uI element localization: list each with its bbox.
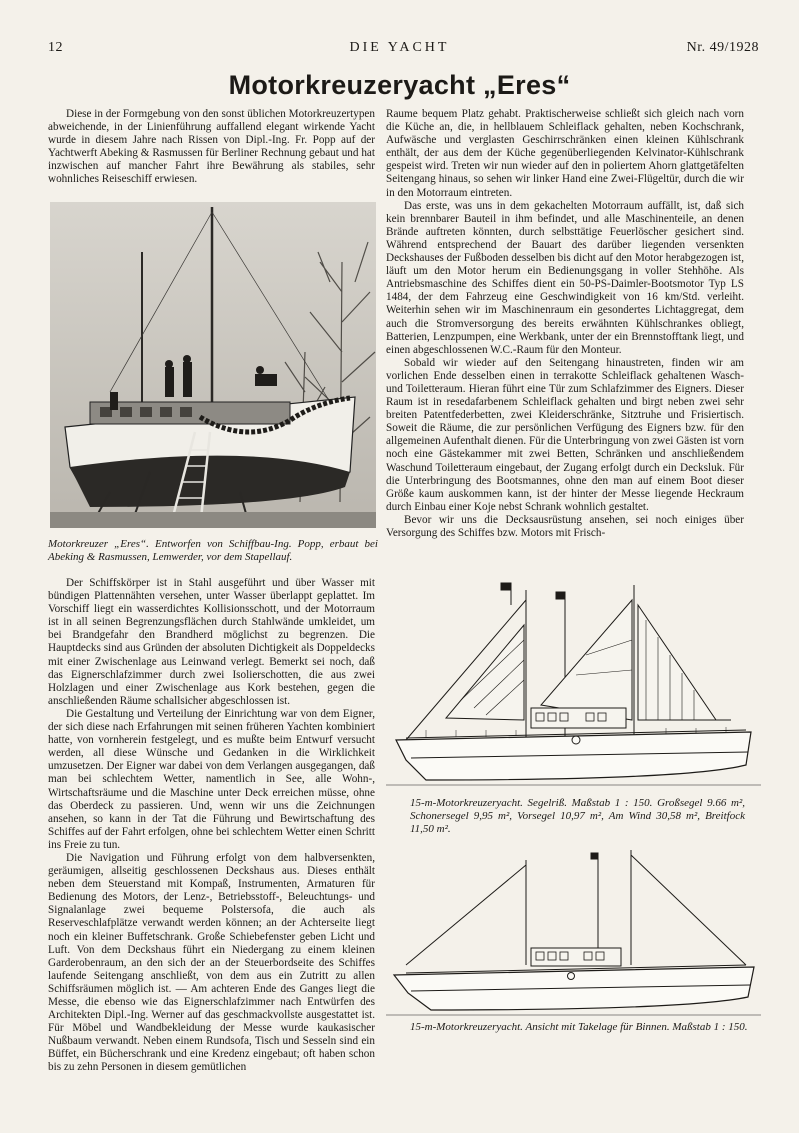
paragraph: Der Schiffskörper ist in Stahl ausgeführt und über Wasser mit bündigen Plattennähten versehen, unter Wasser überlappt geplattet. Im Vorschiff liegt ein wasserdichtes Kollisionsschott, und der Motorraum ist in all seinen Begrenzungsflächen durch Stahlwände umkleidet, um bei Brandgefahr den Brandherd möglichst zu begrenzen. Die Hauptdecks sind aus Gründen der absoluten Dichtigkeit als Doppeldecks mit einer Zwischenlage aus Leinwand verlegt. Bemerkt sei noch, daß das Eignerschlafzimmer durch zwei Isolierschotten, die aus zwei Holzlagen und einer Zwischenlage aus Kork bestehen, gegen die anschließenden Räume schallsicher abgeschlossen ist. xyxy=(48,577,375,707)
paragraph: Raume bequem Platz gehabt. Praktischerweise schließt sich gleich nach vorn die Küche an, die, in hellblauem Schleiflack gehalten, neben Kochschrank, Aufwäsche und verglasten Geschirrschränken einen kleinen Kühlschrank enthält, der aus dem der Küche gegenüberliegenden Kelvinator-Kühlschrank gespeist wird. Treten wir nun wieder auf den in poliertem Ahorn glattgetäfelten Seitengang hinaus, so sehen wir linker Hand eine Zwei-Flügeltür, durch die wir in den Motorraum eintreten. xyxy=(386,108,744,199)
sail-plan-caption: 15-m-Motorkreuzeryacht. Segelriß. Maßstab 1 : 150. Großsegel 9.66 m², Schonersegel 9,95 m², Vorsegel 10,97 m², Am Wind 30,58 m², Breitfock 11,50 m². xyxy=(410,797,745,835)
issue-number: Nr. 49/1928 xyxy=(686,40,759,55)
article-title: Motorkreuzeryacht „Eres“ xyxy=(228,70,571,100)
sail-plan-drawing xyxy=(386,580,761,795)
intro-column xyxy=(48,108,375,187)
right-column xyxy=(386,108,744,540)
intro-paragraph: Diese in der Formgebung von den sonst üblichen Motorkreuzertypen abweichende, in der Linienführung auffallend elegant wirkende Yacht wurde in diesem Jahre nach Rissen von Dipl.-Ing. Fr. Popp auf der Yachtwerft Abeking & Rasmussen für Berliner Rechnung gebaut und hat inzwischen auf mancher Fahrt ihre Bewährung als stabiles, sehr wohnliches Reiseschiff erwiesen. xyxy=(48,108,375,186)
paragraph: Sobald wir wieder auf den Seitengang hinaustreten, finden wir am vorlichen Ende desselben einen in terrakotte Schleiflack gehaltenen Wasch- und Toiletteraum. Hieran führt eine Tür zum Schlafzimmer des Eigners. Dieser Raum ist in resedafarbenem Schleiflack gehalten und birgt neben zwei sehr breiten Patentfederbetten, zwei Kleiderschränke, Sitztruhe und Frisiertisch. Soweit die Räume, die zur persönlichen Verfügung des Eigners bzw. für den allgemeinen Aufenthalt dienen. Für die Unterbringung von zwei Gästen ist vorn noch eine Gästekammer mit zwei Betten, Schränken und anschließendem Waschund Toiletteraum eingebaut, der Zugang erfolgt durch ein Decksluk. Für die Unterbringung des Bootsmannes, ohne den man auf einem Boot dieser Größe kaum auskommen kann, ist der hinter der Messe liegende Heckraum durch Einbau einer Koje nebst Schrank wohnlich gestaltet. xyxy=(386,356,744,513)
magazine-name: DIE YACHT xyxy=(349,40,450,55)
paragraph: Die Navigation und Führung erfolgt von dem halbversenkten, geräumigen, allseitig geschlossenen Deckshaus aus. Dieses enthält neben dem Steuerstand mit Kompaß, Instrumenten, Armaturen für Bedienung des Motors, der Lenz-, Betriebsstoff-, Beleuchtungs- und Signalanlage zwei bequeme Polstersofa, die auch als Reserveschlafplätze verwandt werden können; an der Achterseite liegt noch ein kleiner Buffetschrank. Große Schiebefenster geben Licht und Luft. Von dem Deckshaus führt ein Niedergang zu einem kleinen Garderobenraum, an den sich der an der Steuerbordseite des Schiffes laufende Seitengang anschließt, von dem aus ein Zutritt zu allen Schiffsräumen möglich ist. — Am achteren Ende des Ganges liegt die Messe, die ebenso wie das Eignerschlafzimmer nach Entwürfen des Architekten Dipl.-Ing. Werner auf das geschmackvollste ausgestattet ist. Für Möbel und Wandbekleidung der Messe wurde kaukasischer Nußbaum verwandt. Neben einem Rundsofa, Tisch und Sesseln sind ein Büffet, ein Bücherschrank und eine Kredenz eingebaut; oft haben schon bis zu zehn Personen in diesem gemütlichen xyxy=(48,851,375,1074)
paragraph: Die Gestaltung und Verteilung der Einrichtung war von dem Eigner, der sich diese nach Erfahrungen mit seinen früheren Yachten kombiniert hatte, von vornherein festgelegt, und es mußte beim Entwurf versucht werden, all diese Wünsche und Gedanken in die Wirklichkeit umzusetzen. Der Eigner war dabei von dem Verlangen ausgegangen, daß man bei schlechtem Wetter, namentlich in See, alle Wohn-, Wirtschaftsräume und die Maschine unter Deck erreichen müsse, ohne das Oberdeck zu passieren. Und, wenn wir uns die Zeichnungen ansehen, so kann in der Tat die Führung und Bewirtschaftung des Schiffes auf der Fahrt erfolgen, ohne bei schlechtem Wetter einen Schritt ins Freie zu tun. xyxy=(48,707,375,851)
page-number: 12 xyxy=(48,40,63,55)
profile-caption: 15-m-Motorkreuzeryacht. Ansicht mit Takelage für Binnen. Maßstab 1 : 150. xyxy=(410,1021,748,1033)
paragraph: Das erste, was uns in dem gekachelten Motorraum auffällt, ist, daß sich kein brennbarer Bauteil in ihm befindet, und alle Maschinenteile, an denen Brände auftreten könnten, durch selbsttätige Feuerlöscher gesichert sind. Während entsprechend der Bauart des darüber liegenden versenkten Deckshauses der Fußboden desselben bis dicht auf den Motor herabgezogen ist, läuft um den Motor herum ein Bedienungsgang in voller Stehhöhe. Als Antriebsmaschine des Schiffes dient ein 50-PS-Daimler-Bootsmotor Typ LS 1484, der dem Fahrzeug eine Geschwindigkeit von 16 km/Std. verleiht. Weiterhin sehen wir im Maschinenraum ein gesondertes Lichtaggregat, dem auch die Stromversorgung des bereits erwähnten Kühlschrankes obliegt, Batterien, Lenzpumpen, eine Werkbank, unter der ein Brennstofftank liegt, und einen abgeschlossenen W.C.-Raum für den Monteur. xyxy=(386,199,744,356)
left-column xyxy=(48,577,375,1075)
paragraph: Bevor wir uns die Decksausrüstung ansehen, sei noch einiges über Versorgung des Schiffes bzw. Motors mit Frisch- xyxy=(386,513,744,539)
profile-drawing xyxy=(386,845,761,1020)
photo-caption: Motorkreuzer „Eres“. Entworfen von Schiffbau-Ing. Popp, erbaut bei Abeking & Rasmussen, Lemwerder, vor dem Stapellauf. xyxy=(48,538,378,563)
yacht-photo xyxy=(50,202,376,528)
